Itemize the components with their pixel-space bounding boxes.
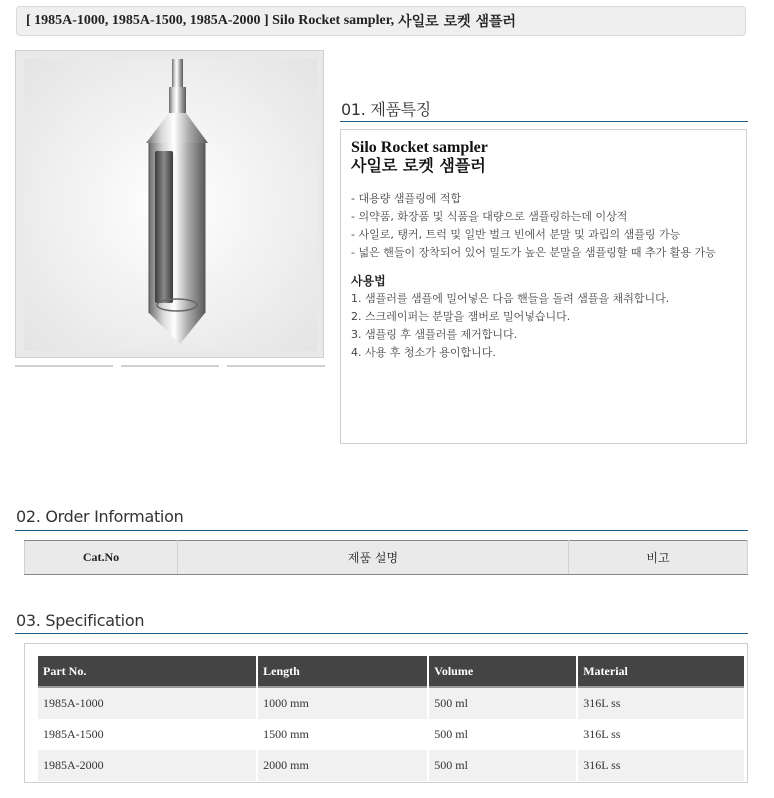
spec-cell-volume: 500 ml: [429, 719, 576, 750]
spec-header-material: Material: [578, 656, 744, 688]
product-title-kr: 사일로 로켓 샘플러: [398, 14, 517, 30]
section-order-title: 02. Order Information: [16, 507, 184, 526]
order-header-remarks: 비고: [569, 541, 748, 575]
table-row: [38, 688, 744, 719]
spec-cell-partno: 1985A-2000: [38, 750, 256, 781]
thumbnail-2[interactable]: [121, 365, 219, 367]
usage-title: 사용법: [351, 274, 386, 288]
product-image[interactable]: [15, 50, 324, 358]
spec-header-length: Length: [258, 656, 427, 688]
spec-cell-length: 1000 mm: [258, 688, 427, 719]
spec-cell-length: 1500 mm: [258, 719, 427, 750]
rocket-sampler-photo-icon: [24, 59, 317, 351]
section-features-divider: [340, 121, 748, 122]
spec-table: [36, 656, 746, 781]
table-row: [38, 719, 744, 750]
thumbnail-strip: [15, 365, 325, 368]
usage-item: 4. 사용 후 청소가 용이합니다.: [351, 346, 496, 359]
feature-item: - 넓은 핸들이 장착되어 있어 밀도가 높은 분말을 샘플링할 때 추가 활용 가능: [351, 246, 716, 259]
order-table-header-row: [25, 541, 748, 575]
spec-cell-material: 316L ss: [578, 719, 744, 750]
product-name-kr: 사일로 로켓 샘플러: [351, 156, 486, 175]
thumbnail-3[interactable]: [227, 365, 325, 367]
order-header-description: 제품 설명: [178, 541, 569, 575]
spec-table-header-row: [38, 656, 744, 688]
usage-item: 2. 스크레이퍼는 분말을 잼버로 밀어넣습니다.: [351, 310, 571, 323]
order-table: [24, 540, 748, 575]
feature-item: - 대용량 샘플링에 적합: [351, 192, 462, 205]
feature-item: - 사일로, 탱커, 트럭 및 일반 벌크 빈에서 분말 및 과립의 샘플링 가능: [351, 228, 681, 241]
section-features-title: 01. 제품특징: [341, 100, 431, 119]
spec-cell-partno: 1985A-1000: [38, 688, 256, 719]
spec-table-container: [24, 643, 748, 783]
product-title-en: [ 1985A-1000, 1985A-1500, 1985A-2000 ] Silo Rocket sampler,: [26, 13, 395, 28]
spec-cell-material: 316L ss: [578, 750, 744, 781]
features-box: [340, 129, 747, 444]
product-name-en: Silo Rocket sampler: [351, 139, 488, 156]
spec-cell-material: 316L ss: [578, 688, 744, 719]
section-spec-divider: [15, 633, 748, 634]
table-row: [38, 750, 744, 781]
section-order-divider: [15, 530, 748, 531]
spec-cell-partno: 1985A-1500: [38, 719, 256, 750]
thumbnail-1[interactable]: [15, 365, 113, 367]
feature-item: - 의약품, 화장품 및 식품을 대량으로 샘플링하는데 이상적: [351, 210, 628, 223]
order-header-catno: Cat.No: [25, 541, 178, 575]
usage-item: 1. 샘플러를 샘플에 밀어넣은 다음 핸들을 돌려 샘플을 채취합니다.: [351, 292, 670, 305]
spec-header-volume: Volume: [429, 656, 576, 688]
spec-cell-volume: 500 ml: [429, 750, 576, 781]
spec-cell-length: 2000 mm: [258, 750, 427, 781]
usage-item: 3. 샘플링 후 샘플러를 제거합니다.: [351, 328, 518, 341]
spec-cell-volume: 500 ml: [429, 688, 576, 719]
product-title-bar: [16, 6, 746, 36]
spec-header-partno: Part No.: [38, 656, 256, 688]
section-spec-title: 03. Specification: [16, 611, 145, 630]
